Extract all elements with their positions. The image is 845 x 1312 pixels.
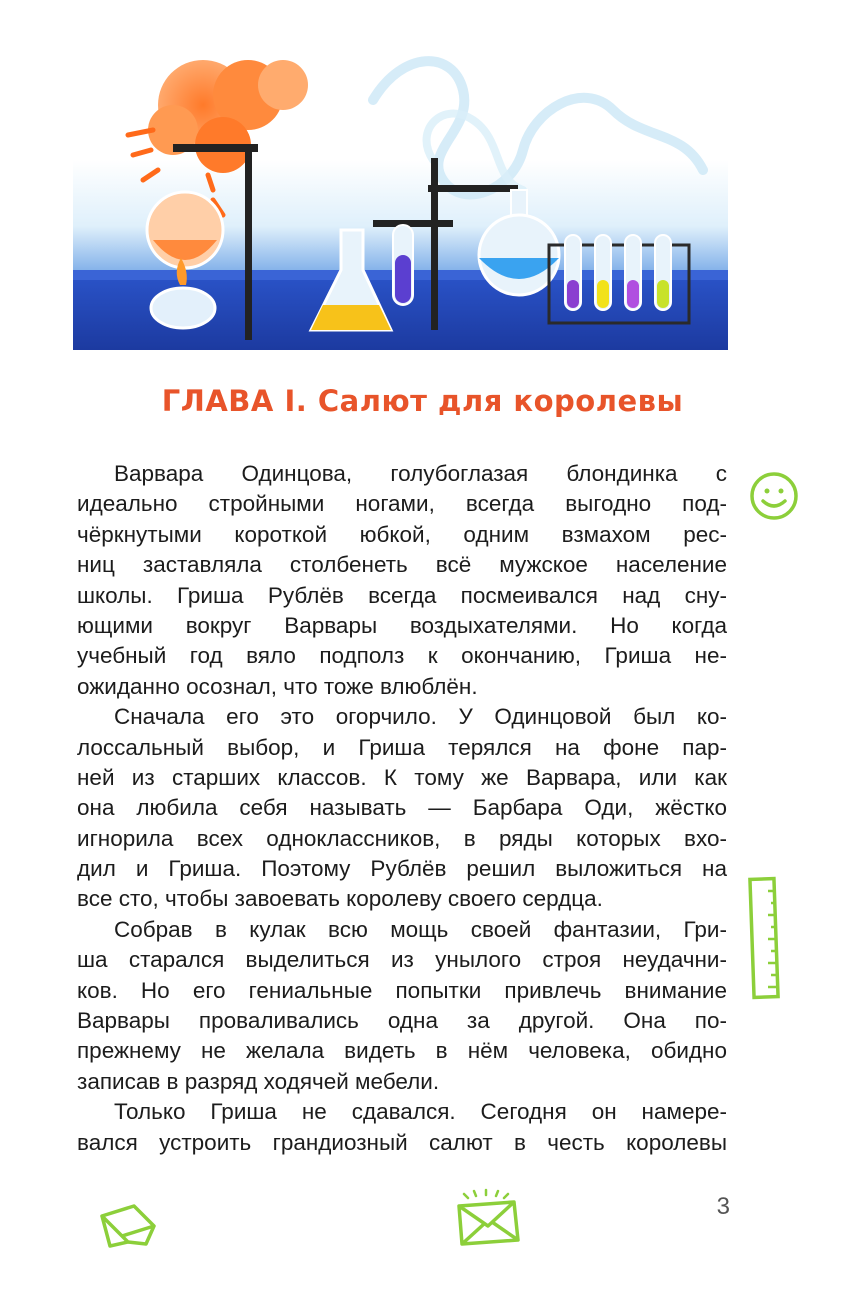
text-line: Только Гриша не сдавался. Сегодня он намере- — [114, 1099, 727, 1125]
chapter-title: ГЛАВА I. Салют для королевы — [161, 384, 684, 418]
cube-icon — [98, 1200, 160, 1252]
text-line: ожиданно осознал, что тоже влюблён. — [77, 673, 478, 699]
ruler-icon — [748, 876, 782, 1000]
paragraph — [77, 915, 727, 1097]
text-line: Варвары проваливались одна за другой. Она по- — [77, 1008, 727, 1034]
page-number: 3 — [716, 1193, 730, 1220]
text-line: прежнему не желала видеть в нём человека, обидно — [77, 1038, 727, 1064]
text-line: учебный год вяло подполз к окончанию, Гриша не- — [77, 643, 727, 669]
paragraph — [77, 702, 727, 915]
smiley-icon — [748, 470, 800, 522]
paragraph — [77, 459, 727, 702]
text-line: дил и Гриша. Поэтому Рублёв решил выложиться на — [77, 856, 727, 882]
text-line: школы. Гриша Рублёв всегда посмеивался над сну- — [77, 582, 727, 608]
text-line: ков. Но его гениальные попытки привлечь внимание — [77, 977, 727, 1003]
text-line: чёркнутыми короткой юбкой, одним взмахом рес- — [77, 521, 727, 547]
text-line: ющими вокруг Варвары воздыхателями. Но когда — [77, 612, 727, 638]
body-text — [77, 459, 727, 1158]
text-line: идеально стройными ногами, всегда выгодно под- — [77, 491, 727, 517]
chemistry-lab-illustration — [73, 40, 728, 350]
text-line: Варвара Одинцова, голубоглазая блондинка с — [114, 461, 727, 486]
text-line: записав в разряд ходячей мебели. — [77, 1068, 440, 1094]
text-line: ниц заставляла столбенеть всё мужское население — [77, 552, 727, 578]
text-line: она любила себя называть — Барбара Оди, жёстко — [77, 795, 727, 821]
text-line: ша старался выделиться из унылого строя неудачни- — [77, 947, 727, 973]
text-line: вался устроить грандиозный салют в честь королевы — [77, 1129, 727, 1155]
text-line: все сто, чтобы завоевать королеву своего сердца. — [77, 886, 603, 912]
envelope-icon — [454, 1188, 522, 1248]
text-line: игнорила всех одноклассников, в ряды которых вхо- — [77, 825, 727, 851]
paragraph — [77, 1097, 727, 1158]
text-line: Собрав в кулак всю мощь своей фантазии, Гри- — [114, 916, 727, 942]
text-line: Сначала его это огорчило. У Одинцовой был ко- — [114, 704, 727, 730]
text-line: лоссальный выбор, и Гриша терялся на фоне пар- — [77, 734, 727, 760]
text-line: ней из старших классов. К тому же Варвара, или как — [77, 764, 727, 790]
